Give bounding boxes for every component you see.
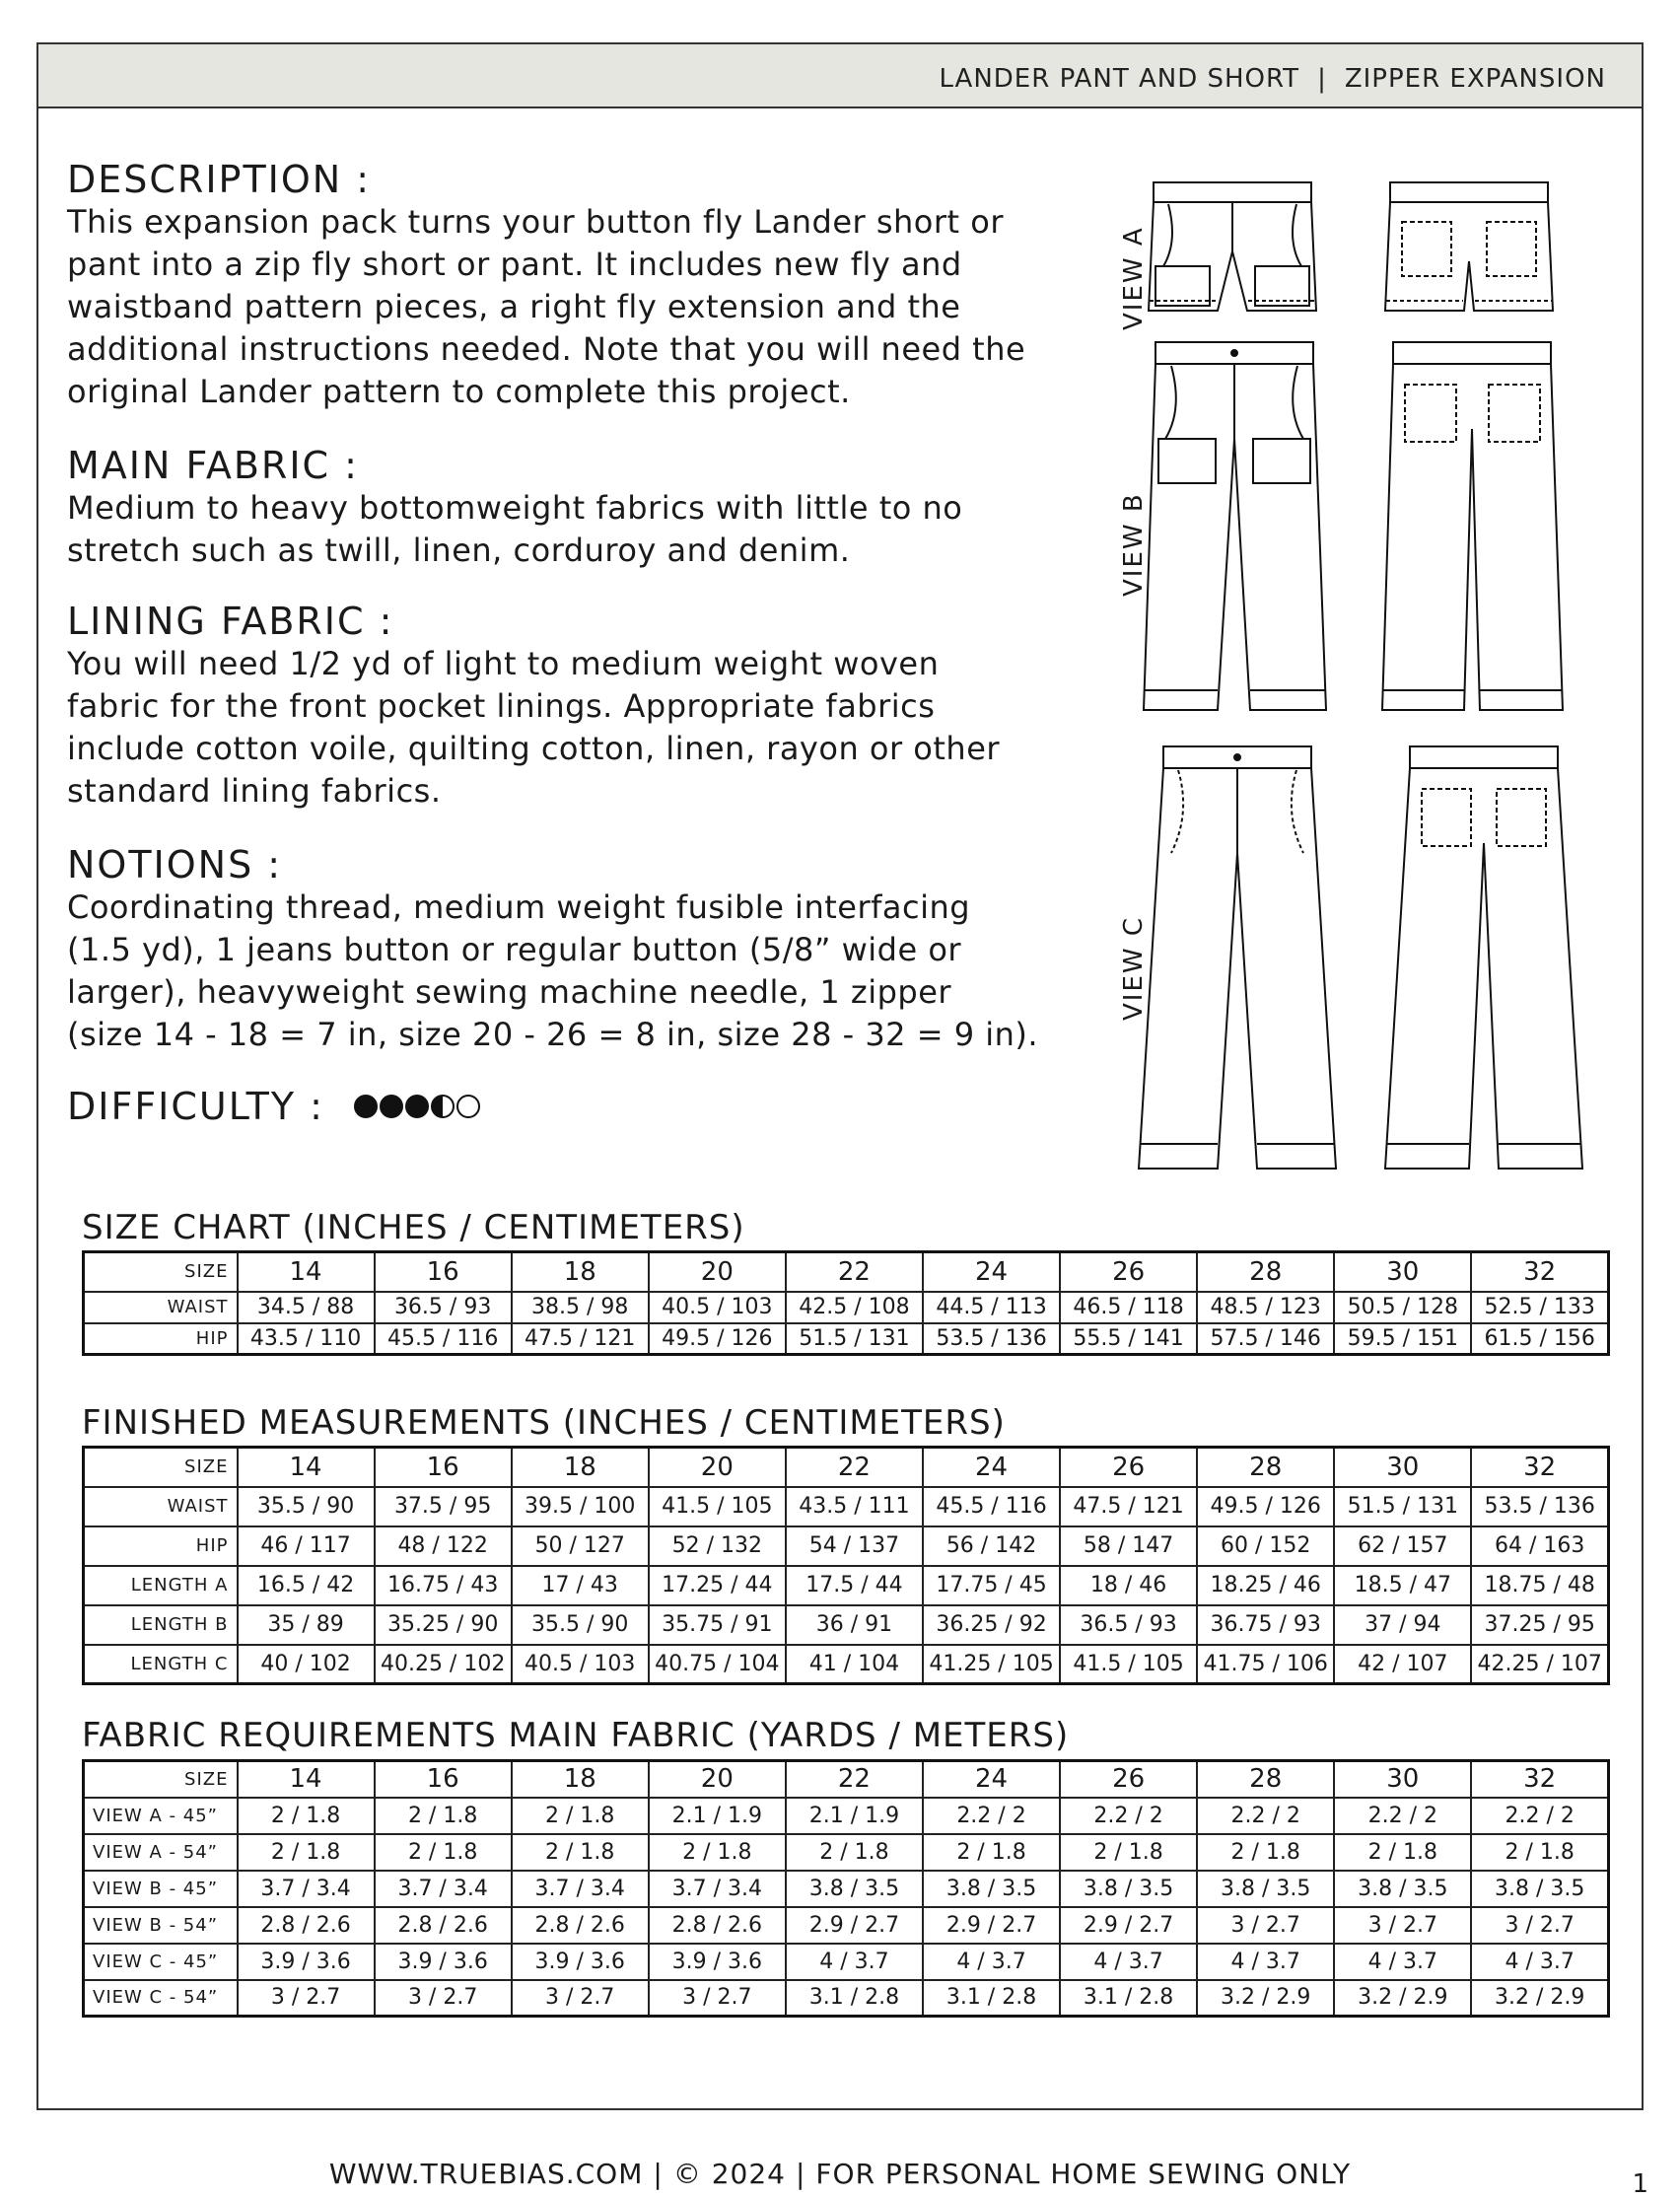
- main-fabric-text: [67, 487, 1092, 572]
- footer-separator: |: [795, 2158, 806, 2190]
- table-cell: 3 / 2.7: [1197, 1907, 1334, 1944]
- table-cell: 3.2 / 2.9: [1471, 1980, 1608, 2017]
- size-column-header: 20: [649, 1252, 786, 1292]
- table-cell: 50 / 127: [512, 1526, 649, 1566]
- table-cell: 17.5 / 44: [786, 1566, 923, 1605]
- table-cell: 16.5 / 42: [238, 1566, 375, 1605]
- size-column-header: 18: [512, 1761, 649, 1798]
- fabric-requirements-table: [82, 1759, 1610, 2018]
- table-cell: 3.9 / 3.6: [375, 1944, 512, 1980]
- lining-fabric-line: include cotton voile, quilting cotton, linen, rayon or other: [67, 730, 1001, 767]
- size-column-header: 22: [786, 1448, 923, 1487]
- size-column-header: 20: [649, 1448, 786, 1487]
- table-cell: 45.5 / 116: [923, 1487, 1060, 1526]
- table-cell: 3 / 2.7: [375, 1980, 512, 2017]
- table-cell: 41.5 / 105: [649, 1487, 786, 1526]
- row-label: LENGTH B: [84, 1605, 238, 1645]
- notions-line: (1.5 yd), 1 jeans button or regular button (5/8” wide or: [67, 931, 962, 968]
- notions-line: (size 14 - 18 = 7 in, size 20 - 26 = 8 in, size 28 - 32 = 9 in).: [67, 1016, 1039, 1053]
- table-cell: 2 / 1.8: [786, 1834, 923, 1871]
- size-column-header: 30: [1334, 1448, 1471, 1487]
- difficulty-dot-icon: [380, 1095, 403, 1118]
- table-cell: 2.8 / 2.6: [649, 1907, 786, 1944]
- difficulty-dot-icon: [431, 1095, 455, 1118]
- table-cell: 3.1 / 2.8: [923, 1980, 1060, 2017]
- size-column-header: 22: [786, 1252, 923, 1292]
- size-column-header: 32: [1471, 1252, 1608, 1292]
- size-column-header: 16: [375, 1448, 512, 1487]
- row-label: VIEW B - 54”: [84, 1907, 238, 1944]
- table-cell: 43.5 / 110: [238, 1323, 375, 1355]
- difficulty-rating: [67, 1085, 480, 1128]
- table-cell: 2 / 1.8: [512, 1834, 649, 1871]
- table-cell: 4 / 3.7: [1060, 1944, 1197, 1980]
- table-cell: 3 / 2.7: [1471, 1907, 1608, 1944]
- table-cell: 42 / 107: [1334, 1645, 1471, 1684]
- table-cell: 62 / 157: [1334, 1526, 1471, 1566]
- table-cell: 36.25 / 92: [923, 1605, 1060, 1645]
- table-row: [84, 1907, 1609, 1944]
- size-column-header: 28: [1197, 1448, 1334, 1487]
- table-cell: 61.5 / 156: [1471, 1323, 1608, 1355]
- lining-fabric-text: [67, 643, 1092, 813]
- table-cell: 53.5 / 136: [1471, 1487, 1608, 1526]
- row-label: VIEW C - 45”: [84, 1944, 238, 1980]
- table-cell: 2.8 / 2.6: [512, 1907, 649, 1944]
- table-cell: 57.5 / 146: [1197, 1323, 1334, 1355]
- table-cell: 47.5 / 121: [1060, 1487, 1197, 1526]
- table-cell: 35 / 89: [238, 1605, 375, 1645]
- lining-fabric-line: standard lining fabrics.: [67, 772, 442, 810]
- table-cell: 2.2 / 2: [1197, 1798, 1334, 1834]
- size-chart-table: [82, 1250, 1610, 1356]
- table-cell: 36 / 91: [786, 1605, 923, 1645]
- table-cell: 2 / 1.8: [375, 1798, 512, 1834]
- footer-usage-note: FOR PERSONAL HOME SEWING ONLY: [815, 2158, 1352, 2190]
- difficulty-dot-icon: [405, 1095, 429, 1118]
- size-column-header: 26: [1060, 1448, 1197, 1487]
- row-label: VIEW B - 45”: [84, 1871, 238, 1907]
- table-cell: 2 / 1.8: [238, 1834, 375, 1871]
- table-cell: 40.5 / 103: [649, 1292, 786, 1323]
- table-cell: 3.2 / 2.9: [1334, 1980, 1471, 2017]
- table-row: [84, 1292, 1609, 1323]
- table-cell: 2.2 / 2: [1060, 1798, 1197, 1834]
- table-row: [84, 1526, 1609, 1566]
- table-cell: 18.25 / 46: [1197, 1566, 1334, 1605]
- table-cell: 2 / 1.8: [238, 1798, 375, 1834]
- footer-website: WWW.TRUEBIAS.COM: [328, 2158, 644, 2190]
- table-cell: 3.1 / 2.8: [786, 1980, 923, 2017]
- header-expansion-name: ZIPPER EXPANSION: [1344, 64, 1606, 94]
- size-header-label: SIZE: [84, 1448, 238, 1487]
- table-header-row: [84, 1761, 1609, 1798]
- header-bar: [36, 42, 1644, 108]
- table-cell: 4 / 3.7: [1197, 1944, 1334, 1980]
- lining-fabric-heading: LINING FABRIC :: [67, 600, 394, 643]
- table-cell: 3.7 / 3.4: [649, 1871, 786, 1907]
- table-header-row: [84, 1252, 1609, 1292]
- table-cell: 17.25 / 44: [649, 1566, 786, 1605]
- footer: [0, 2158, 1680, 2190]
- table-cell: 60 / 152: [1197, 1526, 1334, 1566]
- table-cell: 47.5 / 121: [512, 1323, 649, 1355]
- table-cell: 39.5 / 100: [512, 1487, 649, 1526]
- row-label: LENGTH C: [84, 1645, 238, 1684]
- notions-section: [67, 843, 1092, 1056]
- table-cell: 59.5 / 151: [1334, 1323, 1471, 1355]
- main-fabric-line: stretch such as twill, linen, corduroy and denim.: [67, 532, 851, 569]
- main-fabric-heading: MAIN FABRIC :: [67, 444, 359, 487]
- table-cell: 43.5 / 111: [786, 1487, 923, 1526]
- table-cell: 3 / 2.7: [1334, 1907, 1471, 1944]
- table-cell: 45.5 / 116: [375, 1323, 512, 1355]
- footer-separator: |: [653, 2158, 664, 2190]
- table-cell: 35.75 / 91: [649, 1605, 786, 1645]
- table-cell: 44.5 / 113: [923, 1292, 1060, 1323]
- view-c-label: VIEW C: [1119, 915, 1149, 1021]
- row-label: VIEW C - 54”: [84, 1980, 238, 2017]
- table-cell: 40.5 / 103: [512, 1645, 649, 1684]
- size-column-header: 30: [1334, 1761, 1471, 1798]
- header-separator: |: [1317, 64, 1327, 94]
- table-cell: 37.5 / 95: [375, 1487, 512, 1526]
- view-c-front-drawing: [1139, 746, 1336, 1169]
- table-cell: 2 / 1.8: [1334, 1834, 1471, 1871]
- size-column-header: 14: [238, 1448, 375, 1487]
- difficulty-dot-icon: [354, 1095, 378, 1118]
- row-label: VIEW A - 45”: [84, 1798, 238, 1834]
- table-cell: 17 / 43: [512, 1566, 649, 1605]
- table-cell: 2.2 / 2: [1471, 1798, 1608, 1834]
- table-cell: 2.8 / 2.6: [375, 1907, 512, 1944]
- table-cell: 49.5 / 126: [649, 1323, 786, 1355]
- header-breadcrumb: [939, 64, 1606, 94]
- table-cell: 41.25 / 105: [923, 1645, 1060, 1684]
- table-row: [84, 1798, 1609, 1834]
- table-row: [84, 1566, 1609, 1605]
- description-heading: DESCRIPTION :: [67, 158, 372, 201]
- table-cell: 40.25 / 102: [375, 1645, 512, 1684]
- table-cell: 3.8 / 3.5: [1197, 1871, 1334, 1907]
- table-cell: 3.7 / 3.4: [512, 1871, 649, 1907]
- table-cell: 42.5 / 108: [786, 1292, 923, 1323]
- size-column-header: 24: [923, 1761, 1060, 1798]
- table-cell: 18.5 / 47: [1334, 1566, 1471, 1605]
- table-cell: 3.8 / 3.5: [1334, 1871, 1471, 1907]
- table-cell: 52 / 132: [649, 1526, 786, 1566]
- table-cell: 16.75 / 43: [375, 1566, 512, 1605]
- size-column-header: 24: [923, 1448, 1060, 1487]
- description-line: pant into a zip fly short or pant. It includes new fly and: [67, 246, 962, 283]
- table-cell: 3.8 / 3.5: [786, 1871, 923, 1907]
- table-cell: 3.8 / 3.5: [923, 1871, 1060, 1907]
- row-label: VIEW A - 54”: [84, 1834, 238, 1871]
- table-cell: 3 / 2.7: [512, 1980, 649, 2017]
- table-cell: 42.25 / 107: [1471, 1645, 1608, 1684]
- table-cell: 56 / 142: [923, 1526, 1060, 1566]
- table-cell: 36.75 / 93: [1197, 1605, 1334, 1645]
- view-b-label: VIEW B: [1119, 492, 1149, 597]
- view-a-front-drawing: [1149, 182, 1316, 311]
- table-cell: 51.5 / 131: [786, 1323, 923, 1355]
- description-section: [67, 158, 1092, 413]
- table-cell: 2.2 / 2: [923, 1798, 1060, 1834]
- row-label: WAIST: [84, 1292, 238, 1323]
- view-c-back-drawing: [1385, 746, 1582, 1169]
- description-line: This expansion pack turns your button fly Lander short or: [67, 203, 1004, 241]
- notions-line: Coordinating thread, medium weight fusible interfacing: [67, 888, 971, 926]
- table-cell: 3 / 2.7: [238, 1980, 375, 2017]
- table-cell: 3.7 / 3.4: [375, 1871, 512, 1907]
- description-line: additional instructions needed. Note that you will need the: [67, 330, 1026, 368]
- table-cell: 37.25 / 95: [1471, 1605, 1608, 1645]
- size-column-header: 16: [375, 1761, 512, 1798]
- table-cell: 2 / 1.8: [1197, 1834, 1334, 1871]
- table-cell: 34.5 / 88: [238, 1292, 375, 1323]
- table-cell: 4 / 3.7: [786, 1944, 923, 1980]
- table-cell: 4 / 3.7: [1471, 1944, 1608, 1980]
- table-cell: 2.9 / 2.7: [923, 1907, 1060, 1944]
- table-cell: 2.9 / 2.7: [1060, 1907, 1197, 1944]
- table-row: [84, 1980, 1609, 2017]
- lining-fabric-section: [67, 600, 1092, 813]
- table-cell: 38.5 / 98: [512, 1292, 649, 1323]
- table-row: [84, 1871, 1609, 1907]
- table-cell: 55.5 / 141: [1060, 1323, 1197, 1355]
- size-header-label: SIZE: [84, 1761, 238, 1798]
- table-cell: 4 / 3.7: [923, 1944, 1060, 1980]
- size-column-header: 28: [1197, 1252, 1334, 1292]
- table-cell: 3.9 / 3.6: [649, 1944, 786, 1980]
- fabric-requirements-title: FABRIC REQUIREMENTS MAIN FABRIC (YARDS / METERS): [82, 1716, 1070, 1755]
- table-cell: 3.7 / 3.4: [238, 1871, 375, 1907]
- notions-heading: NOTIONS :: [67, 843, 283, 887]
- table-row: [84, 1323, 1609, 1355]
- lining-fabric-line: You will need 1/2 yd of light to medium weight woven: [67, 645, 940, 682]
- garment-illustrations: [1124, 173, 1617, 1183]
- table-cell: 50.5 / 128: [1334, 1292, 1471, 1323]
- size-column-header: 28: [1197, 1761, 1334, 1798]
- table-cell: 2.2 / 2: [1334, 1798, 1471, 1834]
- table-cell: 36.5 / 93: [375, 1292, 512, 1323]
- table-cell: 3.1 / 2.8: [1060, 1980, 1197, 2017]
- table-cell: 2.8 / 2.6: [238, 1907, 375, 1944]
- table-cell: 64 / 163: [1471, 1526, 1608, 1566]
- size-column-header: 24: [923, 1252, 1060, 1292]
- row-label: HIP: [84, 1526, 238, 1566]
- table-cell: 35.5 / 90: [512, 1605, 649, 1645]
- size-column-header: 14: [238, 1761, 375, 1798]
- size-column-header: 20: [649, 1761, 786, 1798]
- table-cell: 41.5 / 105: [1060, 1645, 1197, 1684]
- table-cell: 4 / 3.7: [1334, 1944, 1471, 1980]
- table-cell: 46 / 117: [238, 1526, 375, 1566]
- table-cell: 2 / 1.8: [649, 1834, 786, 1871]
- size-column-header: 14: [238, 1252, 375, 1292]
- difficulty-dot-icon: [456, 1095, 480, 1118]
- table-cell: 2.9 / 2.7: [786, 1907, 923, 1944]
- size-column-header: 26: [1060, 1252, 1197, 1292]
- footer-copyright: © 2024: [672, 2158, 786, 2190]
- table-cell: 3.9 / 3.6: [238, 1944, 375, 1980]
- table-cell: 35.25 / 90: [375, 1605, 512, 1645]
- size-column-header: 32: [1471, 1448, 1608, 1487]
- notions-line: larger), heavyweight sewing machine needle, 1 zipper: [67, 973, 952, 1011]
- table-cell: 2 / 1.8: [375, 1834, 512, 1871]
- table-cell: 2 / 1.8: [1060, 1834, 1197, 1871]
- description-line: original Lander pattern to complete this project.: [67, 373, 851, 410]
- main-fabric-line: Medium to heavy bottomweight fabrics with little to no: [67, 489, 963, 527]
- view-b-back-drawing: [1382, 342, 1563, 710]
- table-cell: 2 / 1.8: [512, 1798, 649, 1834]
- description-line: waistband pattern pieces, a right fly extension and the: [67, 288, 961, 325]
- table-cell: 37 / 94: [1334, 1605, 1471, 1645]
- size-column-header: 32: [1471, 1761, 1608, 1798]
- lining-fabric-line: fabric for the front pocket linings. Appropriate fabrics: [67, 687, 936, 725]
- table-cell: 36.5 / 93: [1060, 1605, 1197, 1645]
- main-fabric-section: [67, 444, 1092, 572]
- difficulty-dots: [354, 1095, 480, 1118]
- table-cell: 58 / 147: [1060, 1526, 1197, 1566]
- table-cell: 17.75 / 45: [923, 1566, 1060, 1605]
- size-header-label: SIZE: [84, 1252, 238, 1292]
- table-cell: 48.5 / 123: [1197, 1292, 1334, 1323]
- view-a-back-drawing: [1385, 182, 1553, 311]
- table-cell: 40.75 / 104: [649, 1645, 786, 1684]
- notions-text: [67, 887, 1092, 1056]
- page-number: 1: [1632, 2169, 1648, 2199]
- size-column-header: 18: [512, 1252, 649, 1292]
- size-column-header: 30: [1334, 1252, 1471, 1292]
- header-pattern-name: LANDER PANT AND SHORT: [939, 64, 1300, 94]
- table-cell: 18.75 / 48: [1471, 1566, 1608, 1605]
- table-header-row: [84, 1448, 1609, 1487]
- table-row: [84, 1645, 1609, 1684]
- table-cell: 40 / 102: [238, 1645, 375, 1684]
- view-a-label: VIEW A: [1119, 226, 1149, 330]
- size-column-header: 26: [1060, 1761, 1197, 1798]
- table-cell: 3.9 / 3.6: [512, 1944, 649, 1980]
- table-cell: 3 / 2.7: [649, 1980, 786, 2017]
- size-column-header: 22: [786, 1761, 923, 1798]
- table-cell: 52.5 / 133: [1471, 1292, 1608, 1323]
- table-cell: 35.5 / 90: [238, 1487, 375, 1526]
- table-cell: 54 / 137: [786, 1526, 923, 1566]
- size-column-header: 16: [375, 1252, 512, 1292]
- table-cell: 18 / 46: [1060, 1566, 1197, 1605]
- table-cell: 53.5 / 136: [923, 1323, 1060, 1355]
- table-row: [84, 1487, 1609, 1526]
- table-row: [84, 1944, 1609, 1980]
- table-cell: 49.5 / 126: [1197, 1487, 1334, 1526]
- table-cell: 3.8 / 3.5: [1471, 1871, 1608, 1907]
- difficulty-label: DIFFICULTY :: [67, 1085, 324, 1128]
- table-cell: 3.8 / 3.5: [1060, 1871, 1197, 1907]
- finished-measurements-title: FINISHED MEASUREMENTS (INCHES / CENTIMETERS): [82, 1403, 1006, 1443]
- view-b-front-drawing: [1144, 342, 1326, 710]
- table-cell: 51.5 / 131: [1334, 1487, 1471, 1526]
- table-cell: 2.1 / 1.9: [649, 1798, 786, 1834]
- table-row: [84, 1834, 1609, 1871]
- table-cell: 46.5 / 118: [1060, 1292, 1197, 1323]
- table-cell: 2.1 / 1.9: [786, 1798, 923, 1834]
- finished-measurements-table: [82, 1446, 1610, 1685]
- table-cell: 41.75 / 106: [1197, 1645, 1334, 1684]
- row-label: HIP: [84, 1323, 238, 1355]
- row-label: LENGTH A: [84, 1566, 238, 1605]
- table-row: [84, 1605, 1609, 1645]
- size-column-header: 18: [512, 1448, 649, 1487]
- table-cell: 48 / 122: [375, 1526, 512, 1566]
- table-cell: 2 / 1.8: [923, 1834, 1060, 1871]
- table-cell: 2 / 1.8: [1471, 1834, 1608, 1871]
- size-chart-title: SIZE CHART (INCHES / CENTIMETERS): [82, 1208, 745, 1247]
- description-text: [67, 201, 1092, 413]
- table-cell: 3.2 / 2.9: [1197, 1980, 1334, 2017]
- table-cell: 41 / 104: [786, 1645, 923, 1684]
- row-label: WAIST: [84, 1487, 238, 1526]
